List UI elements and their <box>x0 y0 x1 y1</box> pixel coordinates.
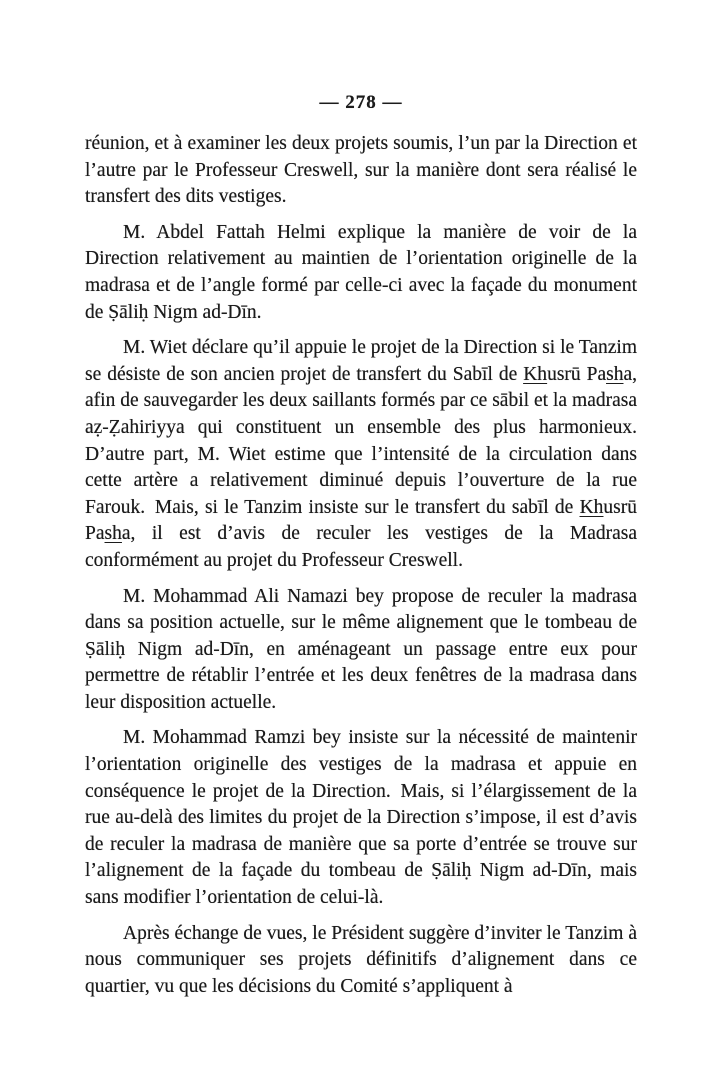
text-segment: M. Wiet déclare qu’il appuie le projet de la Direction si le Tanzim se désiste de son ancien projet de transfert du Sabīl de <box>85 337 637 385</box>
text-segment: réunion, et à examiner les deux projets soumis, l’un par la Direction et l’autre par le Professeur Creswell, sur la manière dont sera réalisé le transfert des dits vestiges. <box>85 133 637 208</box>
text-segment: M. Mohammad Ali Namazi bey propose de reculer la madrasa dans sa position actuelle, sur le même alignement que le tombeau de Ṣāliḥ Nigm ad-Dīn, en aménageant un passage entre eux pour permettre de rétablir l’entrée et les deux fenêtres de la madrasa dans leur disposition actuelle. <box>85 585 637 713</box>
underlined-transliteration: sh <box>606 363 624 385</box>
underlined-transliteration: Kh <box>523 363 548 385</box>
text-segment: a, afin de sauvegarder les deux saillants formés par ce sābil et la madrasa aẓ-Ẓahiriyya qui constituent un ensemble des plus harmonieux. D’autre part, M. Wiet estime que l’intensité de la circulation dans cette artère a relativement diminué depuis l’ouverture de la rue Farouk. Mais, si le Tanzim insiste sur le transfert du sabīl de <box>85 363 637 518</box>
paragraph <box>85 220 637 326</box>
text-segment: Après échange de vues, le Président suggère d’inviter le Tanzim à nous communiquer ses projets définitifs d’alignement dans ce quartier, vu que les décisions du Comité s’appliquent à <box>85 922 637 997</box>
paragraph <box>85 131 637 211</box>
paragraph <box>85 921 637 1001</box>
underlined-transliteration: sh <box>104 523 122 545</box>
paragraph <box>85 725 637 911</box>
text-block <box>85 131 637 1000</box>
text-segment: M. Abdel Fattah Helmi explique la manière de voir de la Direction relativement au maintien de l’orientation originelle de la madrasa et de l’angle formé par celle-ci avec la façade du monument de Ṣāliḥ Nigm ad-Dīn. <box>85 221 637 323</box>
paragraph <box>85 584 637 717</box>
paragraph <box>85 335 637 574</box>
page-number: — 278 — <box>319 92 403 113</box>
text-segment: usrū Pa <box>85 496 637 545</box>
text-segment: M. Mohammad Ramzi bey insiste sur la nécessité de maintenir l’orientation originelle des vestiges de la madrasa et appuie en conséquence le projet de la Direction. Mais, si l’élargissement de la rue au-delà des limites du projet de la Direction s’impose, il est d’avis de reculer la madrasa de manière que sa porte d’entrée se trouve sur l’alignement de la façade du tombeau de Ṣāliḥ Nigm ad-Dīn, mais sans modifier l’orientation de celui-là. <box>85 727 637 909</box>
underlined-transliteration: Kh <box>579 496 604 518</box>
text-segment: a, il est d’avis de reculer les vestiges de la Madrasa conformément au projet du Professeur Creswell. <box>85 523 637 571</box>
text-segment: usrū Pa <box>547 363 607 385</box>
